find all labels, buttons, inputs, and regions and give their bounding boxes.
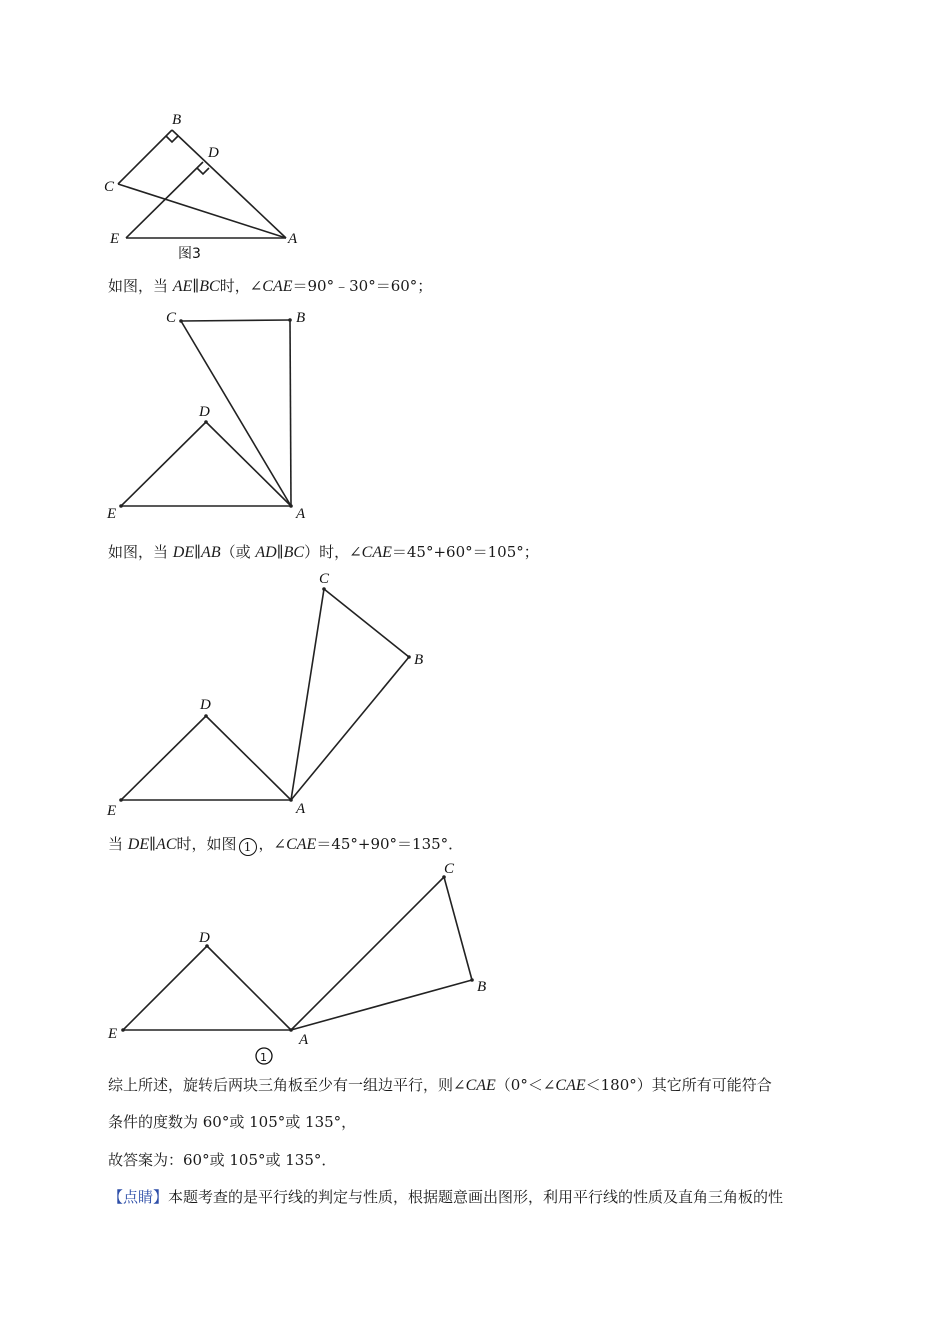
label-c: C: [444, 861, 455, 877]
label-b: B: [296, 310, 306, 326]
label-a: A: [296, 801, 306, 817]
figure-caption: 图3: [178, 246, 201, 262]
label-e: E: [107, 803, 117, 819]
label-c: C: [104, 179, 115, 195]
label-b: B: [477, 979, 487, 995]
label-d: D: [199, 404, 210, 420]
label-e: E: [108, 1026, 118, 1042]
label-e: E: [107, 506, 117, 522]
figure-2: [106, 310, 306, 522]
text-line-7: 【点睛】本题考查的是平行线的判定与性质，根据题意画出图形，利用平行线的性质及直角三角板的性: [108, 1188, 784, 1206]
label-a: A: [299, 1032, 309, 1048]
text-line-3: 当 DE∥AC时，如图 1 ，∠CAE＝45°+90°＝135°．: [108, 835, 464, 854]
label-e: E: [110, 231, 120, 247]
label-d: D: [208, 145, 219, 161]
text-line-5: 条件的度数为 60°或 105°或 135°，: [108, 1113, 357, 1131]
figure-1: [104, 112, 298, 262]
text-line-2: 如图，当 DE∥AB（或 AD∥BC）时，∠CAE＝45°+60°＝105°；: [108, 543, 539, 561]
label-a: A: [296, 506, 306, 522]
note-tag: 【点睛】: [108, 1188, 169, 1206]
figure-4: [107, 861, 486, 1064]
figure-ref-circle: 1: [239, 838, 257, 856]
text-line-6: 故答案为：60°或 105°或 135°．: [108, 1151, 337, 1169]
figure-3: [106, 571, 423, 819]
label-d: D: [200, 697, 211, 713]
label-c: C: [166, 310, 177, 326]
label-c: C: [319, 571, 330, 587]
label-b: B: [172, 112, 182, 128]
label-d: D: [199, 930, 210, 946]
figure-caption: 1: [260, 1051, 267, 1064]
label-b: B: [414, 652, 424, 668]
text-line-1: 如图，当 AE∥BC时，∠CAE＝90°﹣30°＝60°；: [108, 277, 433, 295]
text-line-4: 综上所述，旋转后两块三角板至少有一组边平行，则∠CAE（0°＜∠CAE＜180°）其它所有可能符合: [108, 1076, 772, 1094]
label-a: A: [288, 231, 298, 247]
